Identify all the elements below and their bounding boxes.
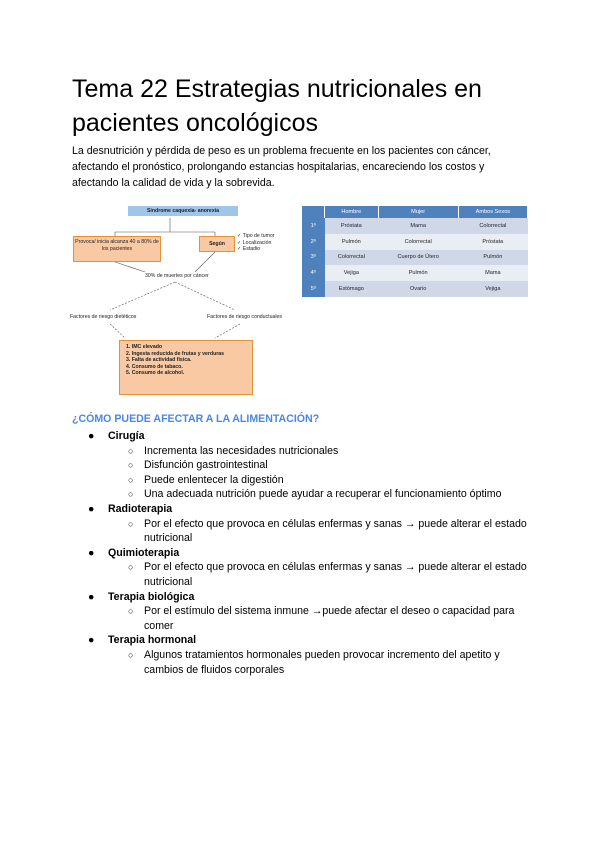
diagram-left-box: Provoca/ inicia alcanza 40 a 80% de los pacientes: [73, 236, 161, 262]
treatment-point: ○ Por el efecto que provoca en células enfermas y sanas → puede alterar el estado nutricional: [128, 561, 527, 588]
table-cell: Pulmón: [378, 265, 458, 281]
cancer-ranking-table-wrapper: [302, 206, 528, 297]
table-cell: 4º: [302, 265, 325, 281]
bullet-icon: ●: [88, 590, 95, 603]
table-row: [302, 250, 528, 266]
segun-item: ✓ Estadio: [237, 246, 261, 252]
diagram-segun-items: [237, 233, 307, 253]
circle-bullet-icon: ○: [128, 562, 134, 573]
diagram-factor-right: Factores de riesgo conductuales: [207, 314, 282, 320]
treatment-point: ○ Puede enlentecer la digestión: [128, 473, 284, 486]
table-cell: 3º: [302, 250, 325, 266]
risk-item: 2. Ingesta reducida de frutas y verduras: [126, 350, 225, 357]
table-cell: Colorrectal: [325, 250, 379, 266]
bullet-icon: ●: [88, 502, 95, 515]
treatment-point: ○ Algunos tratamientos hormonales pueden provocar incremento del apetito y cambios de fluidos corporales: [128, 648, 500, 676]
table-cell: Mama: [378, 218, 458, 234]
risk-item: 3. Falta de actividad física.: [126, 357, 192, 363]
table-cell: Próstata: [325, 218, 379, 234]
segun-item: ✓ Localización: [237, 239, 272, 246]
table-row: [302, 265, 528, 281]
table-header: Mujer: [378, 206, 458, 218]
treatment-point: ○ Incrementa las necesidades nutricionales: [128, 444, 339, 457]
risk-item: 4. Consumo de tabaco.: [126, 363, 183, 370]
diagram-segun-box: Según: [199, 236, 235, 252]
circle-bullet-icon: ○: [128, 460, 134, 471]
table-cell: Estómago: [325, 281, 379, 297]
circle-bullet-icon: ○: [128, 489, 134, 500]
circle-bullet-icon: ○: [128, 445, 134, 456]
page-title: Tema 22 Estrategias nutricionales en pacientes oncológicos: [72, 75, 482, 137]
table-cell: Pulmón: [458, 250, 527, 266]
bullet-icon: ●: [88, 546, 95, 559]
table-cell: 2º: [302, 234, 325, 250]
treatment-list: [72, 429, 532, 677]
table-cell: 1º: [302, 218, 325, 234]
table-header: Ambos Sexos: [458, 206, 527, 218]
table-cell: Cuerpo de Útero: [378, 250, 458, 266]
treatment-item: ● Cirugía: [88, 430, 145, 442]
bullet-icon: ●: [88, 634, 95, 647]
table-cell: Pulmón: [325, 234, 379, 250]
treatment-point: ○ Una adecuada nutrición puede ayudar a recuperar el funcionamiento óptimo: [128, 488, 502, 501]
diagram-middle-label: 30% de muertes por cáncer: [145, 273, 209, 279]
table-header: Hombre: [325, 206, 379, 218]
treatment-point: ○ Disfunción gastrointestinal: [128, 459, 268, 472]
table-cell: Colorrectal: [458, 218, 527, 234]
section-heading: ¿CÓMO PUEDE AFECTAR A LA ALIMENTACIÓN?: [72, 413, 320, 425]
table-row: [302, 234, 528, 250]
treatment-item: ● Quimioterapia: [88, 546, 180, 559]
table-header-row: [302, 206, 528, 218]
diagram-risk-box: [119, 340, 253, 395]
table-cell: Vejiga: [458, 281, 527, 297]
table-row: [302, 218, 528, 234]
cancer-ranking-table: [302, 206, 528, 297]
table-cell: Colorrectal: [378, 234, 458, 250]
table-row: [302, 281, 528, 297]
table-cell: Mama: [458, 265, 527, 281]
circle-bullet-icon: ○: [128, 518, 134, 529]
table-cell: Ovario: [378, 281, 458, 297]
table-cell: 5º: [302, 281, 325, 297]
diagram-top-box: Síndrome caquexia- anorexia: [128, 206, 238, 216]
risk-item: 5. Consumo de alcohol.: [126, 370, 185, 376]
circle-bullet-icon: ○: [128, 606, 134, 617]
diagram-factor-left: Factores de riesgo dietéticos: [70, 314, 137, 320]
intro-paragraph: La desnutrición y pérdida de peso es un problema frecuente en los pacientes con cáncer, afectando el pronóstico, prolongando estancias hospitalarias, encareciendo los costos y afectando la calidad de vida y la sobrevida.: [72, 145, 491, 190]
treatment-item: ● Terapia biológica: [88, 590, 195, 603]
risk-item: 1. IMC elevado: [126, 344, 163, 350]
segun-item: ✓ Tipo de tumor: [237, 233, 275, 239]
table-cell: Vejiga: [325, 265, 379, 281]
treatment-item: ● Radioterapia: [88, 502, 173, 515]
circle-bullet-icon: ○: [128, 649, 134, 660]
bullet-icon: ●: [88, 430, 95, 442]
treatment-point: ○ Por el efecto que provoca en células enfermas y sanas → puede alterar el estado nutricional: [128, 517, 527, 545]
table-header: [302, 206, 325, 218]
table-cell: Próstata: [458, 234, 527, 250]
treatment-item: ● Terapia hormonal: [88, 634, 197, 647]
circle-bullet-icon: ○: [128, 474, 134, 485]
cachexia-diagram: [65, 200, 310, 400]
treatment-point: ○ Por el estímulo del sistema inmune →puede afectar el deseo o capacidad para comer: [128, 605, 515, 632]
